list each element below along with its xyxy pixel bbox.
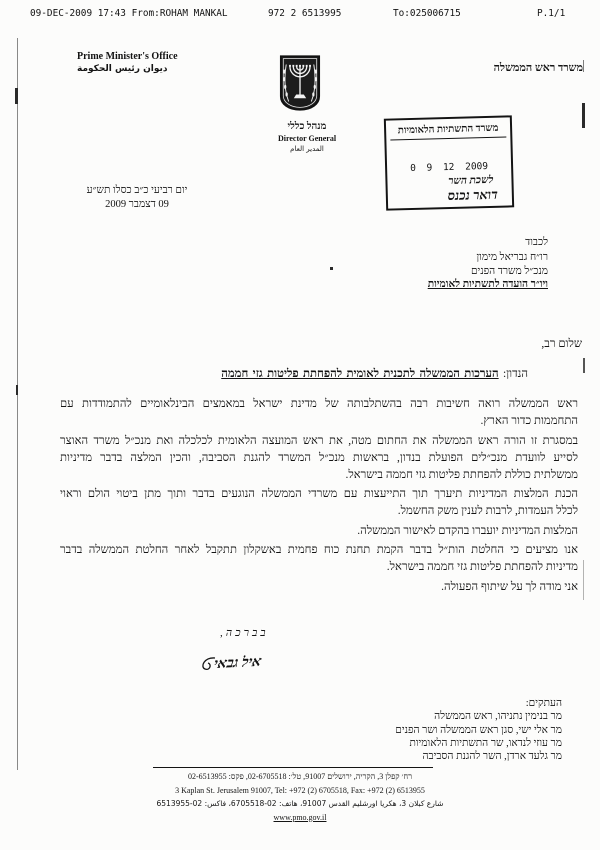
body-line: במסגרת זו הורה ראש הממשלה את החתום מטה, את ראש המועצה הלאומית לכלכלה ואת מנכ״ל משרד האוצר	[60, 434, 578, 447]
footer	[140, 770, 460, 824]
scan-line-artifact	[582, 103, 585, 128]
stamp-incoming-mail: דואר נכנס	[447, 186, 499, 204]
paragraph	[60, 433, 578, 484]
fax-page-number: P.1/1	[537, 8, 566, 19]
scan-line-artifact	[16, 385, 18, 395]
received-stamp	[384, 115, 514, 210]
recipient-to: לכבוד	[525, 237, 548, 248]
body-line: לכלל העמדות, לרבות לענין משק החשמל.	[397, 505, 578, 517]
paragraph	[60, 542, 578, 576]
stamp-date: 0 9 12 2009	[410, 160, 489, 175]
footer-address-hebrew: רח׳ קפלן 3, הקריה, ירושלים 91007, טל׳: 02-6705518, פקס: 02-6513955	[187, 772, 413, 781]
subject-label: הנדון:	[503, 368, 528, 380]
title-hebrew: מנהל כללי	[287, 121, 327, 132]
stamp-ministry: משרד התשתיות הלאומיות	[390, 122, 506, 140]
footer-address-english: 3 Kaplan St. Jerusalem 91007, Tel: +972 (2) 6705518, Fax: +972 (2) 6513955	[175, 785, 425, 795]
subject-line	[221, 368, 528, 380]
copy-recipient: מר בנימין נתניהו, ראש הממשלה	[434, 711, 562, 723]
copies-block	[395, 697, 562, 763]
body-line: מדיניות להפחתת פליטות גזי חממה בישראל.	[386, 561, 578, 573]
fax-sent-info: 09-DEC-2009 17:43 From:ROHAM MANKAL	[30, 8, 228, 19]
scan-line-artifact	[583, 60, 584, 72]
state-emblem-icon	[279, 54, 321, 112]
office-name-arabic: ديوان رئيس الحكومة	[77, 64, 168, 74]
scan-dot-artifact	[330, 267, 333, 270]
handwritten-signature: איל גבאי	[212, 654, 263, 673]
copy-recipient: מר אלי ישי, סגן ראש הממשלה ושר הפנים	[395, 724, 562, 736]
fax-from-number: 972 2 6513995	[268, 8, 342, 19]
scan-line-artifact	[15, 88, 18, 104]
body-line: לסייע לוועדת מנכ״לים הפועלת בנדון, בראשות מנכ״ל המשרד להגנת הסביבה, והכין המלצה בדבר מדיניות	[60, 451, 578, 464]
greeting: שלום רב,	[541, 338, 582, 350]
body-line: אני מודה לך על שיתוף הפעולה.	[441, 580, 578, 593]
body-line: ממשלתית כוללת להפחתת פליטות גזי חממה בישראל.	[345, 468, 578, 481]
body-line: התחממות כדור הארץ.	[480, 415, 578, 427]
recipient-name: רו״ח גבריאל מימון	[476, 252, 548, 263]
paragraph	[60, 486, 578, 520]
body-line: ראש הממשלה רואה חשיבות רבה בהשתלבותה של מדינת ישראל במאמצים הבינלאומיים להתמודדות עם	[60, 398, 578, 410]
footer-website: www.pmo.gov.il	[273, 812, 327, 822]
paragraph	[60, 523, 578, 540]
footer-address-arabic: شارع كبلان 3، هكريا اورشليم القدس 91007، هاتف: 02-6705518، فاكس: 02-6513955	[156, 799, 444, 808]
office-name-hebrew: משרד ראש הממשלה	[493, 62, 583, 74]
scan-line-artifact	[583, 358, 585, 373]
office-name-english: Prime Minister's Office	[77, 51, 178, 62]
recipient-role: מנכ״ל משרד הפנים	[470, 265, 548, 277]
scan-line-artifact	[17, 38, 18, 770]
letter-body	[60, 396, 578, 598]
signatory-title	[257, 120, 357, 154]
stamp-office: לשכת השר	[448, 174, 494, 188]
subject-text: הערכות הממשלה לתכנית לאומית להפחתת פליטות גזי חממה	[221, 368, 499, 380]
fax-to-number: To:025006715	[393, 8, 461, 19]
closing-regards: בברכה,	[220, 627, 269, 639]
paragraph	[60, 396, 578, 430]
date-gregorian: 09 דצמבר 2009	[105, 199, 169, 210]
recipient-block	[428, 236, 548, 292]
date-hebrew: יום רביעי כ״ב כסלו תש״ע	[86, 185, 188, 196]
recipient-chair: ויו״ר הועדה לתשתיות לאומיות	[427, 279, 548, 290]
title-arabic: المدير العام	[290, 145, 324, 153]
copy-recipient: מר גלעד ארדן, השר להגנת הסביבה	[422, 751, 562, 763]
title-english: Director General	[277, 134, 337, 143]
body-line: הכנת המלצות המדיניות תיערך תוך התייעצות עם משרדי הממשלה הנוגעים בדבר ותוך מתן ביטוי הולם וראוי	[60, 488, 578, 500]
paragraph	[60, 579, 578, 596]
body-line: המלצות המדיניות יועברו בהקדם לאישור הממשלה.	[357, 524, 578, 537]
footer-divider	[153, 767, 433, 768]
letter-date	[68, 184, 206, 212]
copy-recipient: מר עוזי לנדאו, שר התשתיות הלאומיות	[409, 737, 562, 749]
body-line: אנו מציעים כי החלטת הות״ל בדבר הקמת תחנת כוח פחמית באשקלון תתקבל לאחר החלטת הממשלה בדבר	[60, 544, 578, 556]
copies-label: העתקים:	[525, 698, 562, 709]
scan-line-artifact	[583, 560, 584, 600]
